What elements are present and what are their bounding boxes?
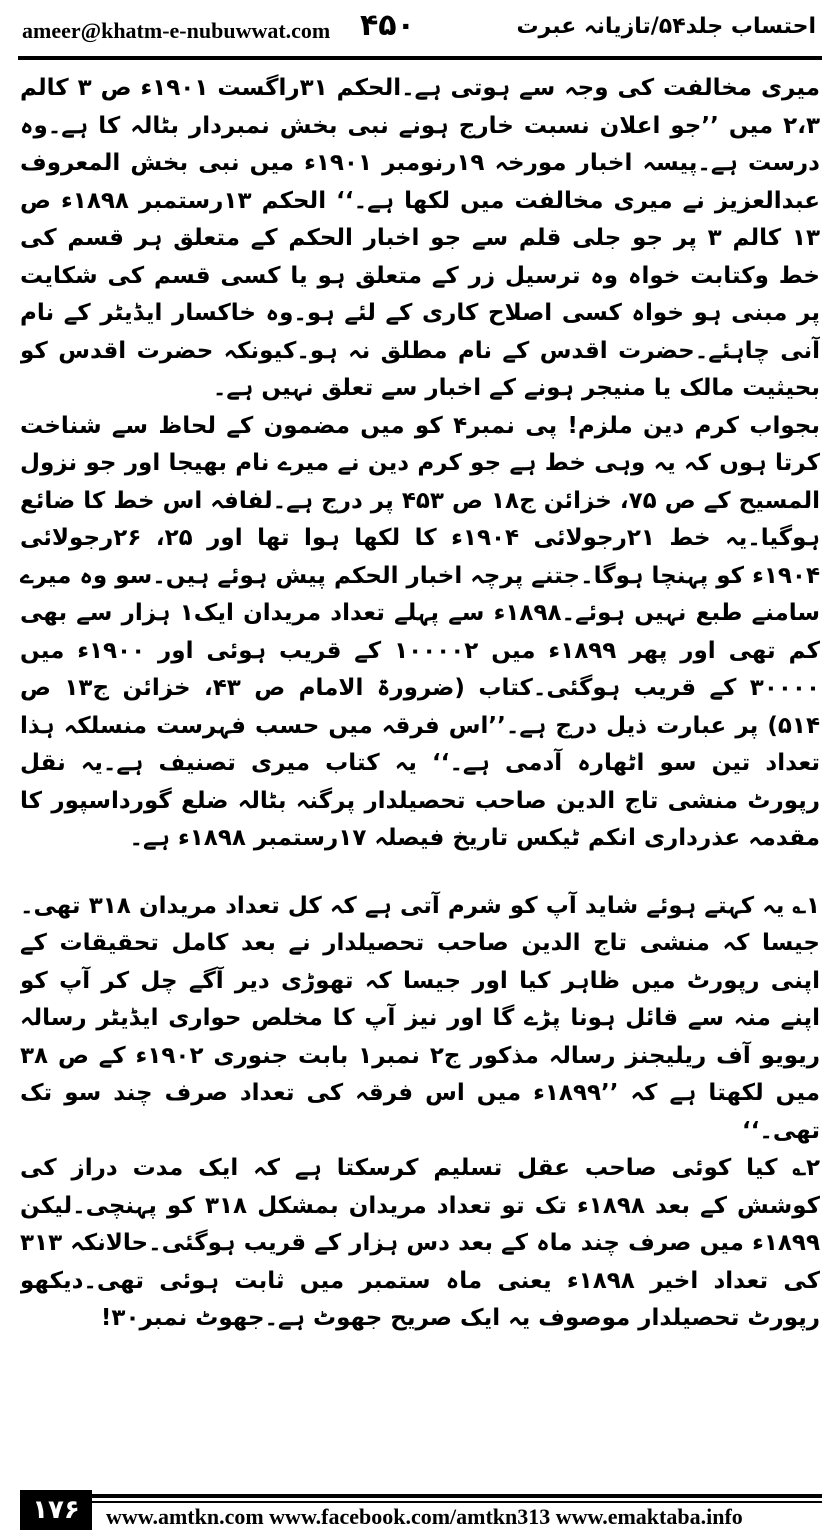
footer-urls: www.amtkn.com www.facebook.com/amtkn313 www.emaktaba.info: [106, 1504, 743, 1529]
footer-folio: ۱۷۶: [20, 1490, 92, 1530]
header-page-number: ۴۵۰: [360, 8, 415, 43]
header-email: ameer@khatm-e-nubuwwat.com: [22, 18, 331, 43]
footnote: ۱؎ یہ کہتے ہوئے شاید آپ کو شرم آتی ہے کہ کل تعداد مریدان ۳۱۸ تھی۔جیسا کہ منشی تاج الدین صاحب تحصیلدار نے بعد کامل تحقیقات کے اپنی رپورٹ میں ظاہر کیا اور جیسا کہ تھوڑی دیر آگے چل کر آپ کو اپنے منہ سے قائل ہونا پڑے گا اور نیز آپ کا مخلص حواری ایڈیٹر رسالہ ریویو آف ریلیجنز رسالہ مذکور ج۲ نمبر۱ بابت جنوری ۱۹۰۲ء کے ص ۳۸ میں لکھتا ہے کہ ’’۱۸۹۹ء میں اس فرقہ کی تعداد صرف چند سو تک تھی۔‘‘: [20, 892, 820, 1144]
page-header: [0, 0, 840, 58]
footnote: ۲؎ کیا کوئی صاحب عقل تسلیم کرسکتا ہے کہ ایک مدت دراز کی کوشش کے بعد ۱۸۹۸ء تک تو تعداد مریدان بمشکل ۳۱۸ کو پہنچی۔لیکن ۱۸۹۹ء میں صرف چند ماہ کے بعد دس ہزار کے قریب ہوگئی۔حالانکہ ۳۱۳ کی تعداد اخیر ۱۸۹۸ء یعنی ماہ ستمبر میں ثابت ہوئی تھی۔دیکھو رپورٹ تحصیلدار موصوف یہ ایک صریح جھوٹ ہے۔جھوٹ نمبر۳۰!: [20, 1155, 820, 1331]
body-paragraph: میری مخالفت کی وجہ سے ہوتی ہے۔الحکم ۳۱راگست ۱۹۰۱ء ص ۳ کالم ۲،۳ میں ’’جو اعلان نسبت خارج ہونے نبی بخش نمبردار بٹالہ کا ہے۔وہ درست ہے۔پیسہ اخبار مورخہ ۱۹رنومبر ۱۹۰۱ء میں نبی بخش المعروف عبدالعزیز نے میری مخالفت میں لکھا ہے۔‘‘ الحکم ۱۳رستمبر ۱۸۹۸ء ص ۱۳ کالم ۳ پر جو جلی قلم سے جو اخبار الحکم کے متعلق ہر قسم کی خط وکتابت خواہ وہ ترسیل زر کے متعلق ہو یا کسی قسم کی شکایت پر مبنی ہو خواہ کسی اصلاح کاری کے لئے ہو۔وہ خاکسار ایڈیٹر کے نام آنی چاہئے۔حضرت اقدس کے نام مطلق نہ ہو۔کیونکہ حضرت اقدس کو بحیثیت مالک یا منیجر ہونے کے اخبار سے تعلق نہیں ہے۔: [20, 75, 820, 401]
header-rule: [18, 56, 822, 60]
page-body: [20, 70, 820, 1470]
footer-rule: [92, 1494, 822, 1498]
header-book-title: احتساب جلد۵۴/تازیانہ عبرت: [516, 14, 816, 39]
body-paragraph: بجواب کرم دین ملزم! پی نمبر۴ کو میں مضمون کے لحاظ سے شناخت کرتا ہوں کہ یہ وہی خط ہے جو کرم دین نے میرے نام بھیجا اور جو نزول المسیح کے ص ۷۵، خزائن ج۱۸ ص ۴۵۳ پر درج ہے۔لفافہ اس خط کا ضائع ہوگیا۔یہ خط ۲۱رجولائی ۱۹۰۴ء کا لکھا ہوا تھا اور ۲۵، ۲۶رجولائی ۱۹۰۴ء کو پہنچا ہوگا۔جتنے پرچہ اخبار الحکم پیش ہوئے ہیں۔سو وہ میرے سامنے طبع نہیں ہوئے۔۱۸۹۸ء سے پہلے تعداد مریدان ایک۱ ہزار سے بھی کم تھی اور پھر ۱۸۹۹ء میں ۱۰۰۰۰۲ کے قریب ہوئی اور ۱۹۰۰ء میں ۳۰۰۰۰ کے قریب ہوگئی۔کتاب (ضرورۃ الامام ص ۴۳، خزائن ج۱۳ ص ۵۱۴) پر عبارت ذیل درج ہے۔’’اس فرقہ میں حسب فہرست منسلکہ ہذا تعداد تین سو اٹھارہ آدمی ہے۔‘‘ یہ کتاب میری تصنیف ہے۔یہ نقل رپورٹ منشی تاج الدین صاحب تحصیلدار پرگنہ بٹالہ ضلع گورداسپور کا مقدمہ عذرداری انکم ٹیکس تاریخ فیصلہ ۱۷رستمبر ۱۸۹۸ء ہے۔: [20, 412, 820, 851]
page-footer: [0, 1490, 840, 1540]
footer-rule-thin: [92, 1501, 822, 1503]
